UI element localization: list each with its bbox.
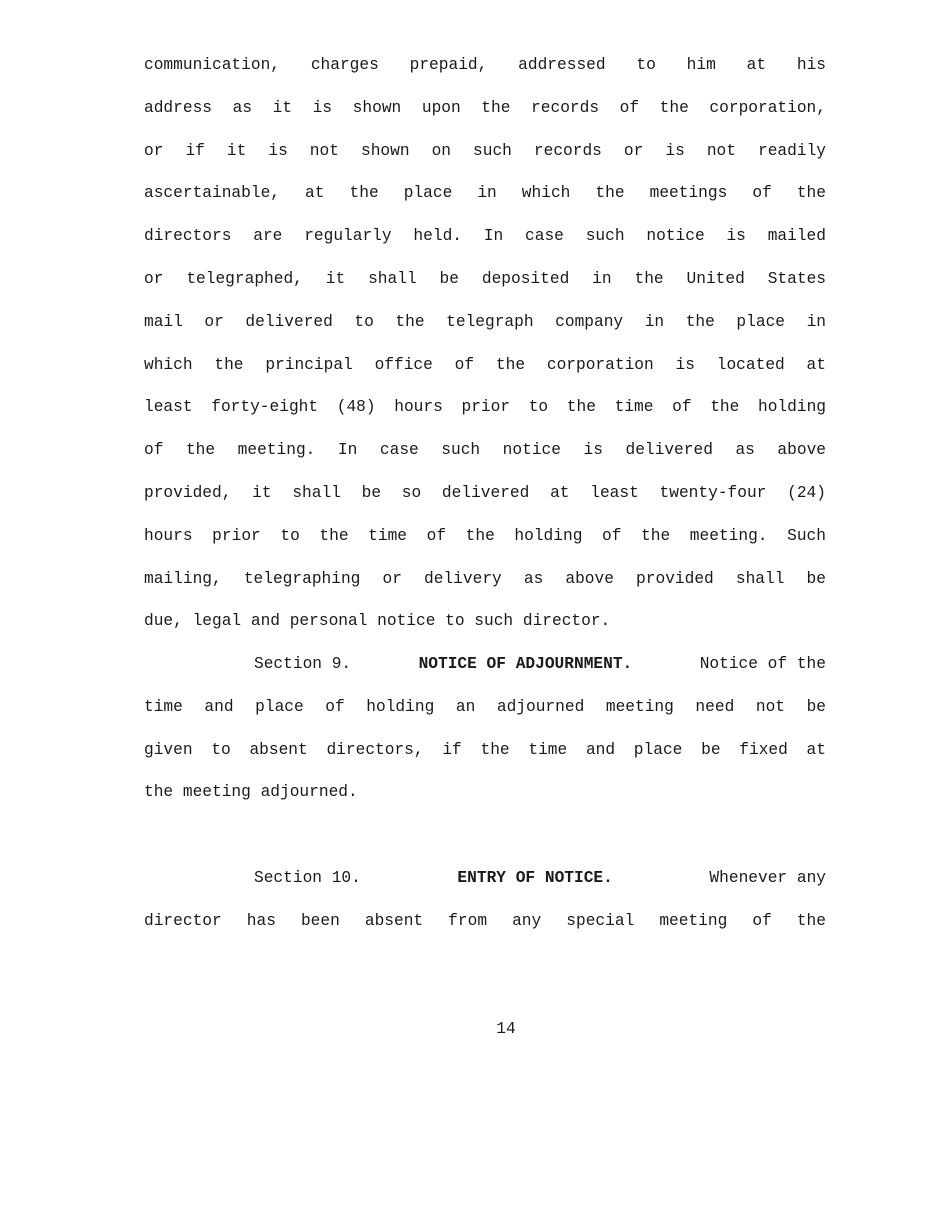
text-line: mail or delivered to the telegraph company in the place in: [144, 312, 826, 331]
text-line: ascertainable, at the place in which the meetings of the: [144, 184, 826, 203]
section-title: ENTRY OF NOTICE.: [457, 869, 613, 887]
section-text-start: Whenever any: [709, 869, 826, 887]
text-line: least forty-eight (48) hours prior to the time of the holding: [144, 398, 826, 417]
text-line: time and place of holding an adjourned meeting need not be: [144, 697, 826, 716]
paragraph-notice-delivery: [144, 50, 826, 649]
text-line: communication, charges prepaid, addressed to him at his: [144, 56, 826, 74]
section-title: NOTICE OF ADJOURNMENT.: [418, 655, 633, 673]
text-line: due, legal and personal notice to such director.: [144, 612, 611, 631]
text-line: the meeting adjourned.: [144, 783, 358, 802]
section-heading-line: [144, 863, 826, 906]
text-line: or telegraphed, it shall be deposited in the United States: [144, 269, 826, 288]
text-line: directors are regularly held. In case such notice is mailed: [144, 227, 826, 246]
text-line: which the principal office of the corporation is located at: [144, 355, 826, 374]
text-line: hours prior to the time of the holding of the meeting. Such: [144, 526, 826, 545]
section-label: Section 10.: [254, 869, 361, 887]
page-number: 14: [496, 1020, 516, 1038]
text-line: director has been absent from any special meeting of the: [144, 911, 826, 930]
text-line: address as it is shown upon the records of the corporation,: [144, 98, 826, 117]
text-line: of the meeting. In case such notice is delivered as above: [144, 441, 826, 460]
text-line: provided, it shall be so delivered at least twenty-four (24): [144, 483, 826, 502]
section-text-start: Notice of the: [699, 655, 826, 673]
section-9: [144, 649, 826, 820]
section-heading-line: [144, 649, 826, 692]
text-line: or if it is not shown on such records or is not readily: [144, 141, 826, 160]
text-line: given to absent directors, if the time and place be fixed at: [144, 740, 826, 759]
section-10: [144, 863, 826, 949]
text-line: mailing, telegraphing or delivery as above provided shall be: [144, 569, 826, 588]
section-label: Section 9.: [254, 655, 352, 673]
